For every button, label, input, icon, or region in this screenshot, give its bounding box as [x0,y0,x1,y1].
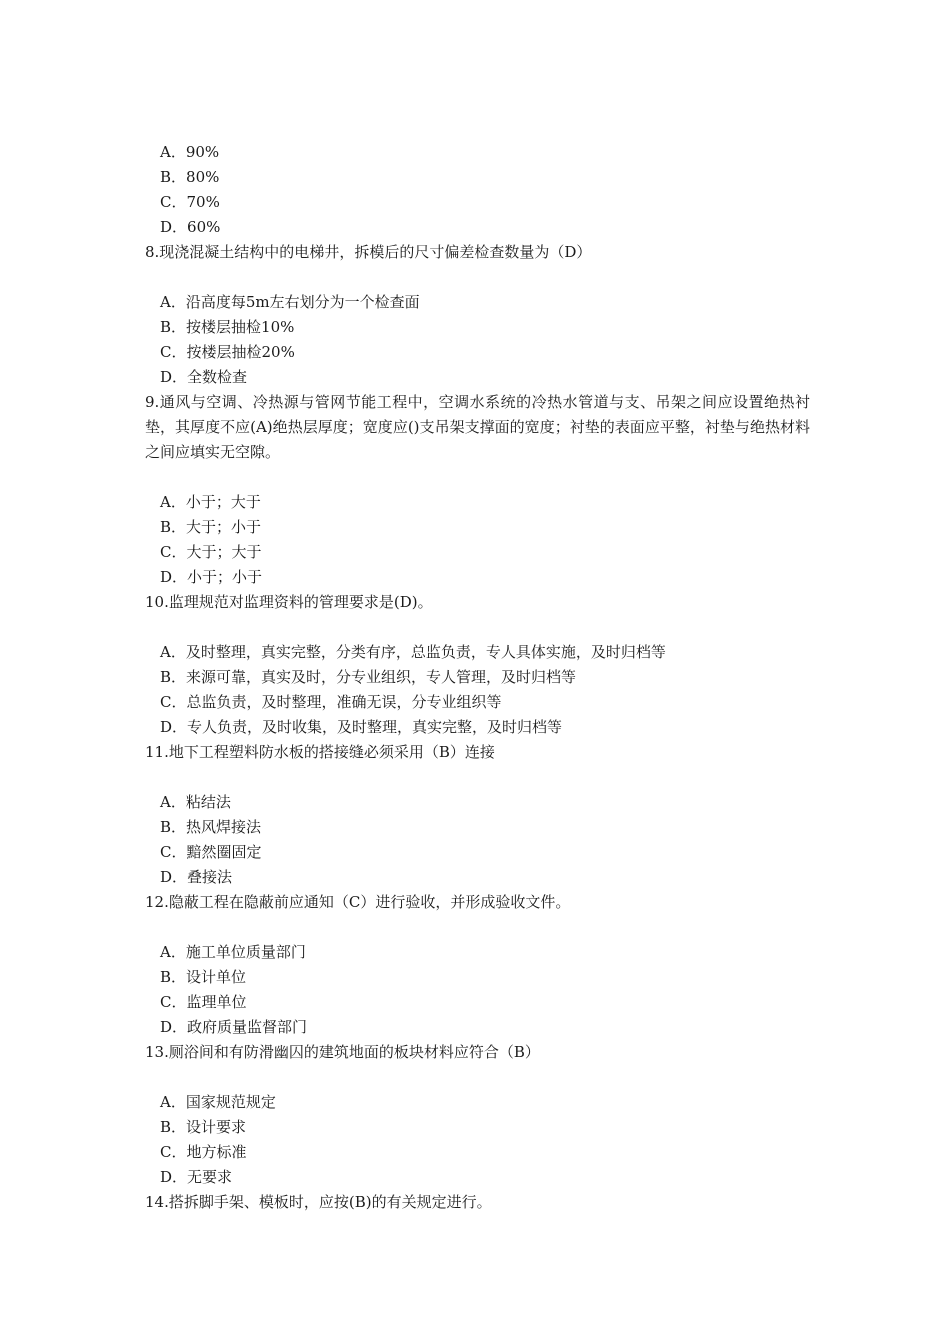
option-q10-c: C．总监负责，及时整理，准确无误，分专业组织等 [160,693,502,711]
option-q13-a: A．国家规范规定 [160,1093,276,1111]
option-q12-a: A．施工单位质量部门 [160,943,306,961]
option-q8-c: C．按楼层抽检20% [160,343,295,361]
question-10: 10.监理规范对监理资料的管理要求是(D)。 [145,593,433,611]
option-q10-a: A．及时整理，真实完整，分类有序，总监负责，专人具体实施，及时归档等 [160,643,666,661]
question-list [145,140,810,1215]
option-q9-d: D．小于；小于 [160,568,263,586]
option-q12-d: D．政府质量监督部门 [160,1018,308,1036]
option-q13-d: D．无要求 [160,1168,233,1186]
spacer [145,1065,810,1090]
option-q9-c: C．大于；大于 [160,543,262,561]
option-q7-a: A．90% [160,143,220,161]
option-q11-d: D．叠接法 [160,868,233,886]
option-q12-b: B．设计单位 [160,968,247,986]
option-q10-b: B．来源可靠，真实及时，分专业组织，专人管理，及时归档等 [160,668,577,686]
option-q8-b: B．按楼层抽检10% [160,318,295,336]
option-q12-c: C．监理单位 [160,993,247,1011]
question-11: 11.地下工程塑料防水板的搭接缝必须采用（B）连接 [145,743,495,761]
option-q8-a: A．沿高度每5m左右划分为一个检查面 [160,293,420,311]
option-q7-b: B．80% [160,168,220,186]
option-q11-b: B．热风焊接法 [160,818,262,836]
option-q9-a: A．小于；大于 [160,493,261,511]
question-13: 13.厕浴间和有防滑幽囚的建筑地面的板块材料应符合（B） [145,1043,540,1061]
option-q10-d: D．专人负责，及时收集，及时整理，真实完整，及时归档等 [160,718,563,736]
spacer [145,615,810,640]
question-12: 12.隐蔽工程在隐蔽前应通知（C）进行验收，并形成验收文件。 [145,893,571,911]
question-9: 9.通风与空调、冷热源与管网节能工程中，空调水系统的冷热水管道与支、吊架之间应设置绝热衬垫，其厚度不应(A)绝热层厚度；宽度应()支吊架支撑面的宽度；衬垫的表面应平整，衬垫与绝热材料之间应填实无空隙。 [145,393,810,461]
option-q13-c: C．地方标准 [160,1143,247,1161]
option-q8-d: D．全数检查 [160,368,248,386]
option-q13-b: B．设计要求 [160,1118,247,1136]
spacer [145,465,810,490]
spacer [145,915,810,940]
spacer [145,765,810,790]
option-q11-c: C．黯然圈固定 [160,843,262,861]
spacer [145,265,810,290]
option-q11-a: A．粘结法 [160,793,231,811]
option-q7-c: C．70% [160,193,220,211]
option-q9-b: B．大于；小于 [160,518,262,536]
option-q7-d: D．60% [160,218,221,236]
question-14: 14.搭拆脚手架、模板时，应按(B)的有关规定进行。 [145,1193,492,1211]
question-8: 8.现浇混凝土结构中的电梯井，拆模后的尺寸偏差检查数量为（D） [145,243,592,261]
